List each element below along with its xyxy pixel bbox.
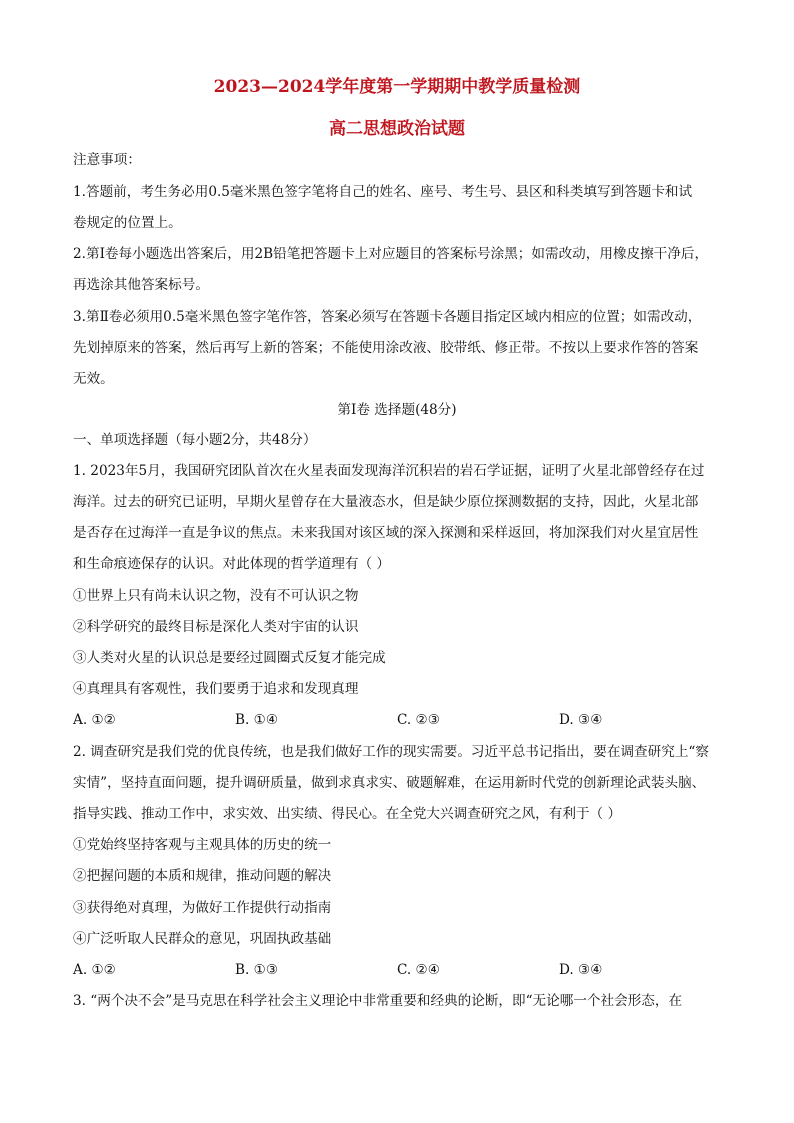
option-a[interactable]: A. ①② [73, 962, 116, 978]
notice-line: 2.第Ⅰ卷每小题选出答案后，用2B铅笔把答题卡上对应题目的答案标号涂黑；如需改动，用橡皮擦干净后， [73, 246, 709, 262]
notice-line: 卷规定的位置上。 [73, 215, 182, 231]
question-1-statement: ①世界上只有尚未认识之物，没有不可认识之物 [73, 588, 359, 604]
question-2-statement: ②把握问题的本质和规律，推动问题的解决 [73, 868, 332, 884]
question-2-line: 指导实践、推动工作中，求实效、出实绩、得民心。在全党大兴调查研究之风，有利于（ ） [73, 806, 622, 822]
notice-line: 先划掉原来的答案，然后再写上新的答案；不能使用涂改液、胶带纸、修正带。不按以上要求作答的答案 [73, 340, 699, 356]
notice-line: 再选涂其他答案标号。 [73, 277, 209, 293]
question-1-line: 海洋。过去的研究已证明，早期火星曾存在大量液态水，但是缺少原位探测数据的支持，因此，火星北部 [73, 494, 699, 510]
question-1-statement: ②科学研究的最终目标是深化人类对宇宙的认识 [73, 619, 359, 635]
question-3-line: 3. “两个决不会”是马克思在科学社会主义理论中非常重要和经典的论断，即“无论哪一个社会形态，在 [73, 993, 683, 1009]
question-1-line: 1. 2023年5月，我国研究团队首次在火星表面发现海洋沉积岩的岩石学证据，证明了火星北部曾经存在过 [73, 463, 705, 479]
option-d[interactable]: D. ③④ [559, 712, 603, 728]
part-heading: 一、单项选择题（每小题2分，共48分） [73, 432, 317, 448]
question-2-statement: ④广泛听取人民群众的意见，巩固执政基础 [73, 931, 332, 947]
question-2-line: 实情”，坚持直面问题，提升调研质量，做到求真求实、破题解难，在运用新时代党的创新理论武装头脑、 [73, 775, 706, 791]
option-d[interactable]: D. ③④ [559, 962, 603, 978]
question-1-statement: ③人类对火星的认识总是要经过圆圈式反复才能完成 [73, 650, 386, 666]
option-a[interactable]: A. ①② [73, 712, 116, 728]
exam-title: 2023—2024学年度第一学期期中教学质量检测 [213, 77, 581, 97]
question-2-options [73, 960, 733, 980]
notice-line: 3.第Ⅱ卷必须用0.5毫米黑色签字笔作答，答案必须写在答题卡各题目指定区域内相应的位置；如需改动， [73, 309, 702, 325]
option-b[interactable]: B. ①④ [235, 712, 279, 728]
option-c[interactable]: C. ②④ [397, 962, 440, 978]
notice-line: 无效。 [73, 371, 114, 387]
option-b[interactable]: B. ①③ [235, 962, 279, 978]
question-1-line: 是否存在过海洋一直是争议的焦点。未来我国对该区域的深入探测和采样返回，将加深我们对火星宜居性 [73, 525, 699, 541]
notice-heading: 注意事项： [73, 152, 141, 168]
question-1-statement: ④真理具有客观性，我们要勇于追求和发现真理 [73, 681, 359, 697]
question-2-line: 2. 调查研究是我们党的优良传统，也是我们做好工作的现实需要。习近平总书记指出，要在调查研究上“察 [73, 744, 709, 760]
question-1-line: 和生命痕迹保存的认识。对此体现的哲学道理有（ ） [73, 556, 390, 572]
section-title: 第Ⅰ卷 选择题(48分) [337, 402, 457, 418]
question-2-statement: ③获得绝对真理，为做好工作提供行动指南 [73, 900, 332, 916]
exam-subtitle: 高二思想政治试题 [329, 119, 465, 139]
question-2-statement: ①党始终坚持客观与主观具体的历史的统一 [73, 837, 332, 853]
notice-line: 1.答题前，考生务必用0.5毫米黑色签字笔将自己的姓名、座号、考生号、县区和科类填写到答题卡和试 [73, 184, 693, 200]
option-c[interactable]: C. ②③ [397, 712, 440, 728]
question-1-options [73, 710, 733, 730]
